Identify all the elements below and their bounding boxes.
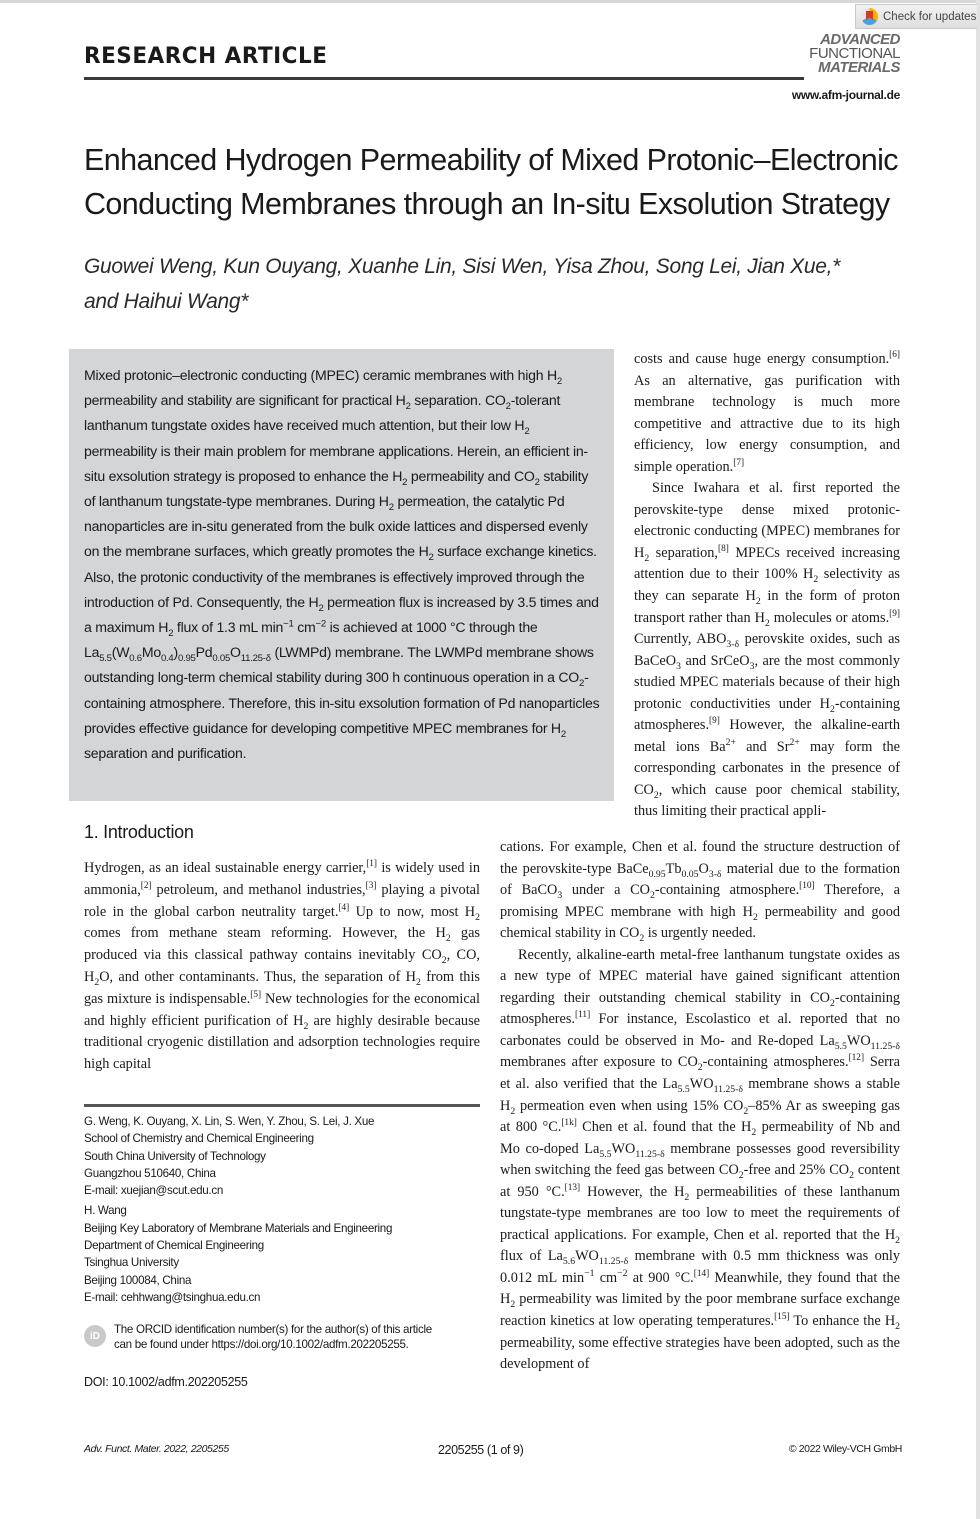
affiliation-department: Department of Chemical Engineering <box>84 1239 264 1253</box>
affiliation-school: School of Chemistry and Chemical Engineering <box>84 1132 314 1146</box>
orcid-line-1: The ORCID identification number(s) for the author(s) of this article <box>114 1323 432 1336</box>
orcid-line-2-link[interactable]: can be found under https://doi.org/10.1002/adfm.202205255. <box>114 1338 409 1351</box>
intro-paragraph-2: costs and cause huge energy consumption.[6] As an alternative, gas purification with membrane technology is much more competitive and attractive due to its high efficiency, low energy consumption, and simple operation.[7] <box>634 350 900 475</box>
orcid-note <box>84 1322 480 1352</box>
affiliation-address: Guangzhou 510640, China <box>84 1166 216 1180</box>
journal-logo <box>808 33 900 75</box>
check-for-updates-label: Check for updates <box>883 10 977 23</box>
affiliation-authors: H. Wang <box>84 1204 127 1218</box>
section-label: RESEARCH ARTICLE <box>84 44 328 69</box>
affiliation-email[interactable]: E-mail: xuejian@scut.edu.cn <box>84 1184 223 1198</box>
title-line-2: Conducting Membranes through an In-situ Exsolution Strategy <box>84 187 890 221</box>
title-line-1: Enhanced Hydrogen Permeability of Mixed Protonic–Electronic <box>84 143 898 177</box>
footer-copyright: © 2022 Wiley-VCH GmbH <box>788 1443 902 1455</box>
page-top-border <box>0 0 980 3</box>
intro-column-right-bottom <box>500 837 900 1376</box>
affiliation-address: Beijing 100084, China <box>84 1273 192 1287</box>
affiliations <box>84 1113 480 1309</box>
affiliation-block <box>84 1113 480 1199</box>
article-title <box>84 138 914 226</box>
check-for-updates-button[interactable] <box>855 4 977 29</box>
intro-paragraph-3-cont: cations. For example, Chen et al. found the structure destruction of the perovskite-type $BaCe_{0.95}Tb_{0.05}O_{3-\delta}$ material due to the formation of BaCO$_3$ under a $CO_2$-containing atmosphere.[10] Therefore, a promising MPEC membrane with high $H_2$ permeability and good chemical stability in $CO_2$ is urgently needed. <box>500 839 900 945</box>
authors-line-1: Guowei Weng, Kun Ouyang, Xuanhe Lin, Sisi Wen, Yisa Zhou, Song Lei, Jian Xue,* <box>84 255 841 278</box>
crossmark-icon <box>861 8 878 25</box>
journal-logo-line1: ADVANCED <box>820 31 900 48</box>
orcid-icon: iD <box>84 1325 106 1347</box>
intro-paragraph-3: Since Iwahara et al. first reported the perovskite-type dense mixed protonic-electronic conducting (MPEC) membranes for $H_2$ separation,[8] MPECs received increasing attention due to their 100% $H_2$ selectivity as they can separate $H_2$ in the form of proton transport rather than $H_2$ molecules or atoms.[9] Currently, $ABO_{3-\delta}$ perovskite oxides, such as BaCeO$_3$ and SrCeO$_3$, are the most commonly studied MPEC materials because of their high protonic conductivities under $H_2$-containing atmospheres.[9] However, the alkaline-earth metal ions $Ba^{2+}$ and $Sr^{2+}$ may form the corresponding carbonates in the presence of $CO_2$, which cause poor chemical stability, thus limiting their practical appli- <box>634 480 900 820</box>
footer-page-number: 2205255 (1 of 9) <box>438 1443 524 1457</box>
affiliation-email[interactable]: E-mail: cehhwang@tsinghua.edu.cn <box>84 1290 261 1304</box>
abstract-box <box>69 349 614 801</box>
intro-paragraph-4: Recently, alkaline-earth metal-free lanthanum tungstate oxides as a new type of MPEC material have gained significant attention regarding their outstanding chemical stability in $CO_2$-containing atmospheres.[11] For instance, Escolastico et al. reported that no carbonates could be observed in Mo- and Re-doped $La_{5.5}WO_{11.25-\delta}$ membranes after exposure to $CO_2$-containing atmospheres.[12] Serra et al. also verified that the $La_{5.5}WO_{11.25-\delta}$ membrane shows a stable $H_2$ permeation even when using 15% $CO_2-85\%$ Ar as sweeping gas at 800 °C.[1k] Chen et al. found that the $H_2$ permeability of Nb and Mo co-doped $La_{5.5}WO_{11.25-\delta}$ membrane possesses good reversibility when switching the feed gas between $CO_2$-free and 25% $CO_2$ content at 950 °C.[13] However, the $H_2$ permeabilities of these lanthanum tungstate-type membranes are too low to meet the requirements of practical applications. For example, Chen et al. reported that the $H_2$ flux of $La_{5.6}WO_{11.25-\delta}$ membrane with 0.5 mm thickness was only 0.012 mL $\min^{-1} cm^{-2}$ at 900 °C.[14] Meanwhile, they found that the $H_2$ permeability was limited by the poor membrane surface exchange reaction kinetics at low operating temperatures.[15] To enhance the $H_2$ permeability, some effective strategies have been adopted, such as the development of <box>500 946 901 1373</box>
intro-column-right-top <box>634 349 900 823</box>
intro-paragraph-1: Hydrogen, as an ideal sustainable energy carrier,[1] is widely used in ammonia,[2] petroleum, and methanol industries,[3] playing a pivotal role in the global carbon neutrality target.[4] Up to now, most $H_2$ comes from methane steam reforming. However, the $H_2$ gas produced via this classical pathway contains inevitably $CO_2$, CO, $H_2O$, and other contaminants. Thus, the separation of $H_2$ from this gas mixture is indispensable.[5] New technologies for the economical and highly efficient purification of $H_2$ are highly desirable because traditional cryogenic distillation and adsorption technologies require high capital <box>84 859 481 1073</box>
intro-column-left <box>84 858 480 1076</box>
abstract-text: Mixed protonic–electronic conducting (MPEC) ceramic membranes with high $H_2$ permeability and stability are significant for practical $H_2$ separation. $CO_2$-tolerant lanthanum tungstate oxides have received much attention, but their low $H_2$ permeability is their main problem for membrane applications. Herein, an efficient in-situ exsolution strategy is proposed to enhance the $H_2$ permeability and $CO_2$ stability of lanthanum tungstate-type membranes. During $H_2$ permeation, the catalytic Pd nanoparticles are in-situ generated from the bulk oxide lattices and dispersed evenly on the membrane surfaces, which greatly promotes the $H_2$ surface exchange kinetics. Also, the protonic conductivity of the membranes is effectively improved through the introduction of Pd. Consequently, the $H_2$ permeation flux is increased by 3.5 times and a maximum $H_2$ flux of 1.3 mL $\min^{-1} cm^{-2}$ is achieved at 1000 °C through the $La_{5.5}(W_{0.6}Mo_{0.4})_{0.95}Pd_{0.05}O_{11.25-\delta}$ (LWMPd) membrane. The LWMPd membrane shows outstanding long-term chemical stability during 300 h continuous operation in a $CO_2$-containing atmosphere. Therefore, this in-situ exsolution formation of Pd nanoparticles provides effective guidance for developing competitive MPEC membranes for $H_2$ separation and purification. <box>84 367 600 762</box>
affiliation-university: South China University of Technology <box>84 1149 266 1163</box>
journal-logo-line2: FUNCTIONAL <box>809 45 900 62</box>
affiliation-university: Tsinghua University <box>84 1256 179 1270</box>
authors-line-2: and Haihui Wang* <box>84 290 249 313</box>
affiliation-block <box>84 1202 480 1306</box>
affiliation-lab: Beijing Key Laboratory of Membrane Materials and Engineering <box>84 1221 393 1235</box>
affiliation-authors: G. Weng, K. Ouyang, X. Lin, S. Wen, Y. Zhou, S. Lei, J. Xue <box>84 1115 375 1128</box>
orcid-text <box>114 1322 432 1352</box>
page-right-border <box>976 0 980 1519</box>
author-list <box>84 249 884 319</box>
footer-citation: Adv. Funct. Mater. 2022, 2205255 <box>84 1443 229 1455</box>
section-heading-introduction: 1. Introduction <box>84 822 194 842</box>
affiliation-divider <box>84 1104 480 1107</box>
doi-link[interactable]: DOI: 10.1002/adfm.202205255 <box>84 1375 248 1389</box>
header-divider <box>84 77 804 80</box>
journal-url-link[interactable]: www.afm-journal.de <box>791 88 900 102</box>
journal-logo-line3: MATERIALS <box>818 59 900 76</box>
